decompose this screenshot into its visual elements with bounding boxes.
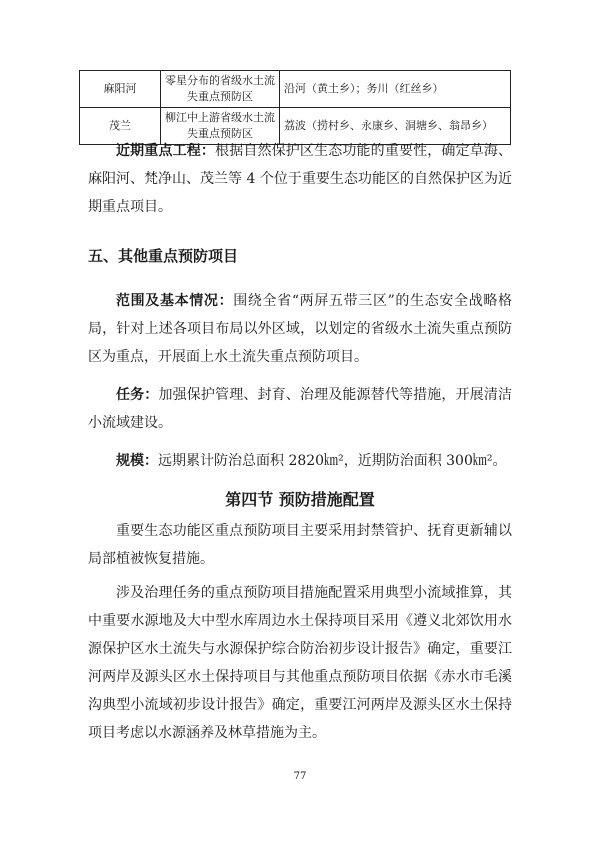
recent-key-project-paragraph xyxy=(88,137,512,221)
table-row xyxy=(80,71,511,108)
body-paragraph-2: 涉及治理任务的重点预防项目措施配置采用典型小流域推算，其中重要水源地及大中型水库周边水土保持项目采用《遵义北郊饮用水源保护区水土流失与水源保护综合防治初步设计报告》确定，重要江河两岸及源头区水土保持项目与其他重点预防项目依据《赤水市毛溪沟典型小流域初步设计报告》确定，重要江河两岸及源头区水土保持项目考虑以水源涵养及林草措施为主。 xyxy=(88,585,512,741)
body-paragraph-1: 重要生态功能区重点预防项目主要采用封禁管护、抚育更新辅以局部植被恢复措施。 xyxy=(88,523,512,567)
page-number: 77 xyxy=(293,771,307,782)
task-paragraph xyxy=(88,381,512,437)
prevention-zone-cell: 零星分布的省级水土流失重点预防区 xyxy=(161,71,280,108)
township-scope-cell: 沿河（黄土乡）；务川（红丝乡） xyxy=(280,71,511,108)
section-four-heading: 第四节 预防措施配置 xyxy=(225,490,375,509)
protected-area-table xyxy=(79,70,511,145)
area-name-cell: 茂兰 xyxy=(80,108,161,145)
scope-paragraph xyxy=(88,287,512,371)
scale-text: 远期累计防治总面积 2820㎞²，近期防治面积 300㎞²。 xyxy=(158,453,507,469)
township-scope-cell: 荔波（捞村乡、永康乡、洞塘乡、翁昂乡） xyxy=(280,108,511,145)
prevention-zone-cell: 柳江中上游省级水土流失重点预防区 xyxy=(161,108,280,145)
recent-key-project-label: 近期重点工程： xyxy=(116,143,216,159)
scope-text: 围绕全省“两屏五带三区”的生态安全战略格局，针对上述各项目布局以外区域，以划定的省级水土流失重点预防区为重点，开展面上水土流失重点预防项目。 xyxy=(88,293,512,365)
scope-label: 范围及基本情况： xyxy=(116,293,234,309)
recent-key-project-text: 根据自然保护区生态功能的重要性，确定草海、麻阳河、梵净山、茂兰等 4 个位于重要生态功能区的自然保护区为近期重点项目。 xyxy=(88,143,513,215)
section-five-heading: 五、其他重点预防项目 xyxy=(88,247,239,265)
task-text: 加强保护管理、封育、治理及能源替代等措施，开展清洁小流域建设。 xyxy=(88,387,513,431)
scale-label: 规模： xyxy=(116,453,158,469)
area-name-cell: 麻阳河 xyxy=(80,71,161,108)
scale-paragraph xyxy=(88,447,512,475)
task-label: 任务： xyxy=(116,387,159,403)
